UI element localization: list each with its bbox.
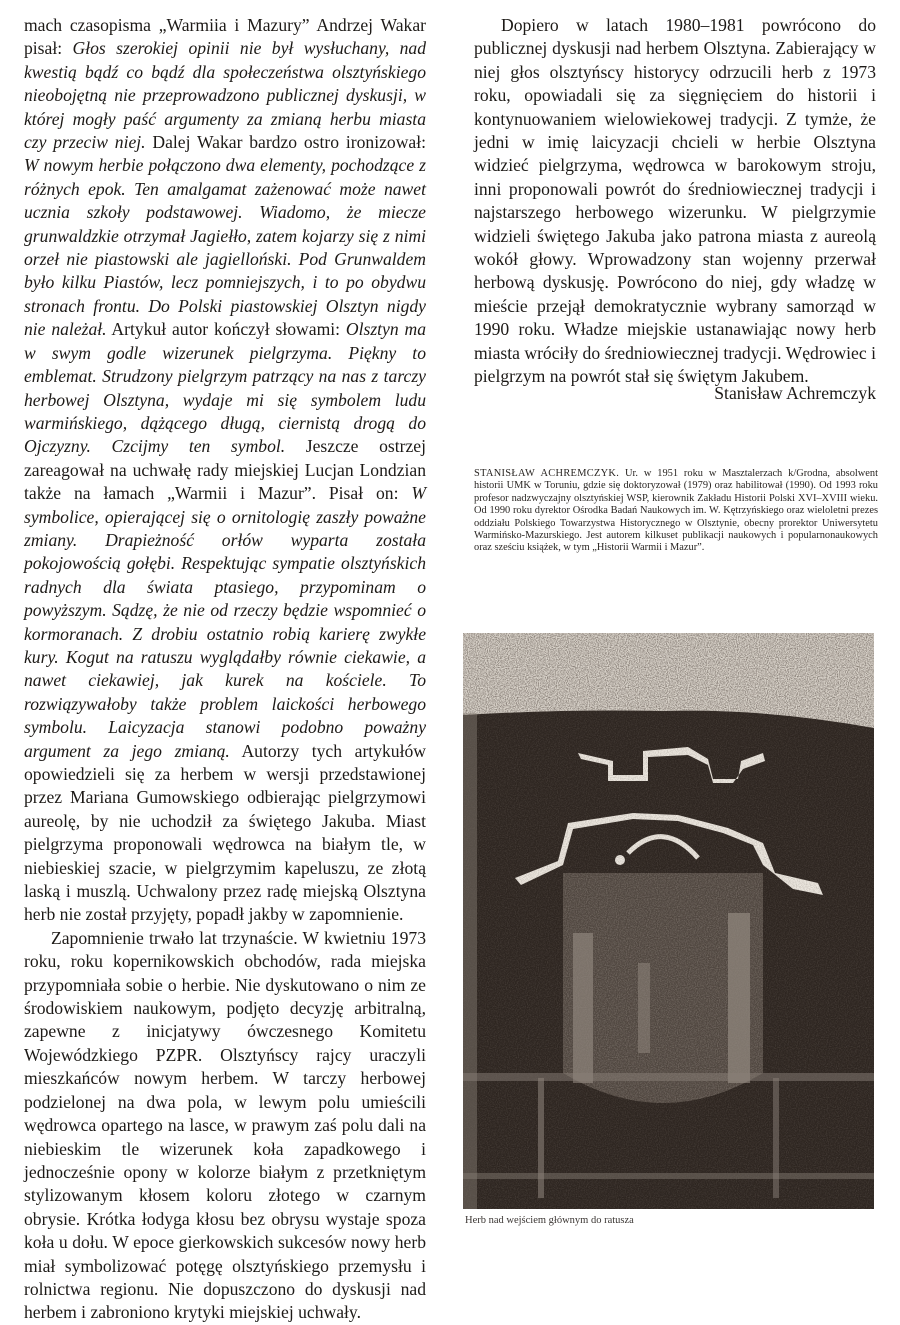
quoted-text: W symbolice, opierającej się o ornitologię zaszły poważne zmiany. Drapieżność orłów wyparta została pokojowością gołębi. Respektując sympatie olsztyńskich radnych dla świata ptasiego, przypominam o powyższym. Sądzę, że nie od rzeczy będzie wspomnieć o kormoranach. Z drobiu ostatnio robią karierę zwykłe kury. Kogut na ratuszu wyglądałby równie ciekawie, a nawet ciekawiej, jak kurek na kościele. To rozwiązywałoby także problem laickości herbowego symbolu. Laicyzacja stanowi podobno poważny argument za jego zmianą. — [24, 483, 426, 761]
photo-illustration — [463, 633, 874, 1209]
body-text: mach czasopisma „Warmiia i Mazury” Andrzej Wakar pisał: — [24, 15, 426, 59]
right-text-column — [474, 14, 876, 389]
quoted-text: Głos szerokiej opinii nie był wysłuchany, nad kwestią bądź co bądź dla społeczeństwa olsztyńskiego nieobojętną nie przeprowadzono publicznej dyskusji, w której mogły paść argumenty za zmianą herbu miasta czy przeciw niej. — [24, 38, 427, 153]
body-text: Dopiero w latach 1980–1981 powrócono do publicznej dyskusji nad herbem Olsztyna. Zabierający w niej głos olsztyńscy historycy odrzucili herb z 1973 roku, opowiadali się za sięgnięciem do historii i kontynuowaniem wielowiekowej tradycji. Z tymże, że jedni w imię laicyzacji chcieli w herbie Olsztyna widzieć pielgrzyma, wędrowca w barokowym stroju, inni proponowali powrót do średniowiecznej tradycji i najstarszego herbowego wizerunku. W pielgrzymie widzieli świętego Jakuba jako patrona miasta z aureolą wokół głowy. Wprowadzony stan wojenny przerwał herbową dyskusję. Powrócono do niej, gdy władzę w mieście przejął demokratycznie wybrany samorząd w 1990 roku. Władze miejskie ustanawiając nowy herb miasta wróciły do średniowiecznej tradycji. Wędrowiec i pielgrzym na powrót stał się świętym Jakubem. — [474, 15, 876, 387]
body-text: Autorzy tych artykułów opowiedzieli się za herbem w wersji przedstawionej przez Mariana Gumowskiego odbierając pielgrzymowi aureolę, by nie uchodził za świętego Jakuba. Miast pielgrzyma proponowali wędrowca na białym tle, w niebieskiej szacie, w pielgrzymim kapeluszu, ze złotą laską i muszlą. Uchwalony przez radę miejską Olsztyna herb nie został przyjęty, popadł jakby w zapomnienie. — [24, 740, 426, 925]
quoted-text: Olsztyn ma w swym godle wizerunek pielgrzyma. Piękny to emblemat. Strudzony pielgrzym patrzący na nas z tarczy herbowej Olsztyna, wydaje mi się symbolem ludu warmińskiego, dążącego długą, ciernistą drogą do Ojczyzny. Czcijmy ten symbol. — [24, 319, 426, 457]
body-text: Zapomnienie trwało lat trzynaście. W kwietniu 1973 roku, roku kopernikowskich obchodów, rada miejska przypomniała sobie o herbie. Nie dyskutowano o nim ze środowiskiem naukowym, podjęto decyzję arbitralną, zapewne z inicjatywy ówczesnego Komitetu Wojewódzkiego PZPR. Olsztyńscy rajcy uraczyli mieszkańców nowym herbem. W tarczy herbowej podzielonej na dwa pola, w lewym polu umieścili wędrowca opartego na lasce, w prawym zaś polu dali na niebieskim tle wizerunek koła zapadkowego i jednocześnie opony w kolorze białym z przetkniętym stylizowanym kłosem koloru złotego w czarnym obrysie. Krótka łodyga kłosu bez obrysu wystaje spoza koła u dołu. W epoce gierkowskich sukcesów nowy herb miał symbolizować potęgę olsztyńskiego przemysłu i rolnictwa regionu. Nie dopuszczono do dyskusji nad herbem i zabroniono krytyki miejskiej uchwały. — [24, 927, 426, 1323]
paragraph — [24, 927, 426, 1325]
quoted-text: W nowym herbie połączono dwa elementy, pochodzące z różnych epok. Ten amalgamat zażenować może nawet ucznia szkoły podstawowej. Wiadomo, że miecze grunwaldzkie otrzymał Jagiełło, zatem kojarzy się z nimi orzeł nie piastowski ale jagielloński. Pod Grunwaldem było kilku Piastów, lecz pomniejszych, i to po obydwu stronach frontu. Do Polski piastowskiej Olsztyn nigdy nie należał. — [24, 155, 426, 340]
bio-author-name: STANISŁAW ACHREMCZYK. — [474, 468, 620, 479]
photo-caption: Herb nad wejściem głównym do ratusza — [465, 1215, 634, 1226]
bio-text: Ur. w 1951 roku w Masztalerzach k/Grodna, absolwent historii UMK w Toruniu, gdzie się doktoryzował (1979) oraz habilitował (1990). Od 1993 roku profesor nadzwyczajny olsztyńskiej WSP, kierownik Zakładu Historii Polski XVI–XVIII wieku. Od 1990 roku dyrektor Ośrodka Badań Naukowych im. W. Kętrzyńskiego oraz wieloletni prezes oddziału Polskiego Towarzystwa Historycznego w Olsztynie, obecny prorektor Uniwersytetu Warmińsko-Mazurskiego. Jest autorem kilkuset publikacji naukowych i popularnonaukowych oraz sześciu książek, w tym „Historii Warmii i Mazur”. — [474, 468, 878, 554]
paragraph — [24, 14, 426, 927]
coat-of-arms-photo — [463, 633, 874, 1209]
paragraph — [474, 14, 876, 389]
author-signature: Stanisław Achremczyk — [714, 383, 876, 403]
author-bio-note — [474, 468, 878, 555]
body-text: Dalej Wakar bardzo ostro ironizował: — [145, 132, 426, 153]
body-text: Artykuł autor kończył słowami: — [106, 319, 346, 340]
body-text: Jeszcze ostrzej zareagował na uchwałę rady miejskiej Lucjan Londzian także na łamach „Warmii i Mazur”. Pisał on: — [24, 436, 426, 504]
left-text-column — [24, 14, 426, 1325]
